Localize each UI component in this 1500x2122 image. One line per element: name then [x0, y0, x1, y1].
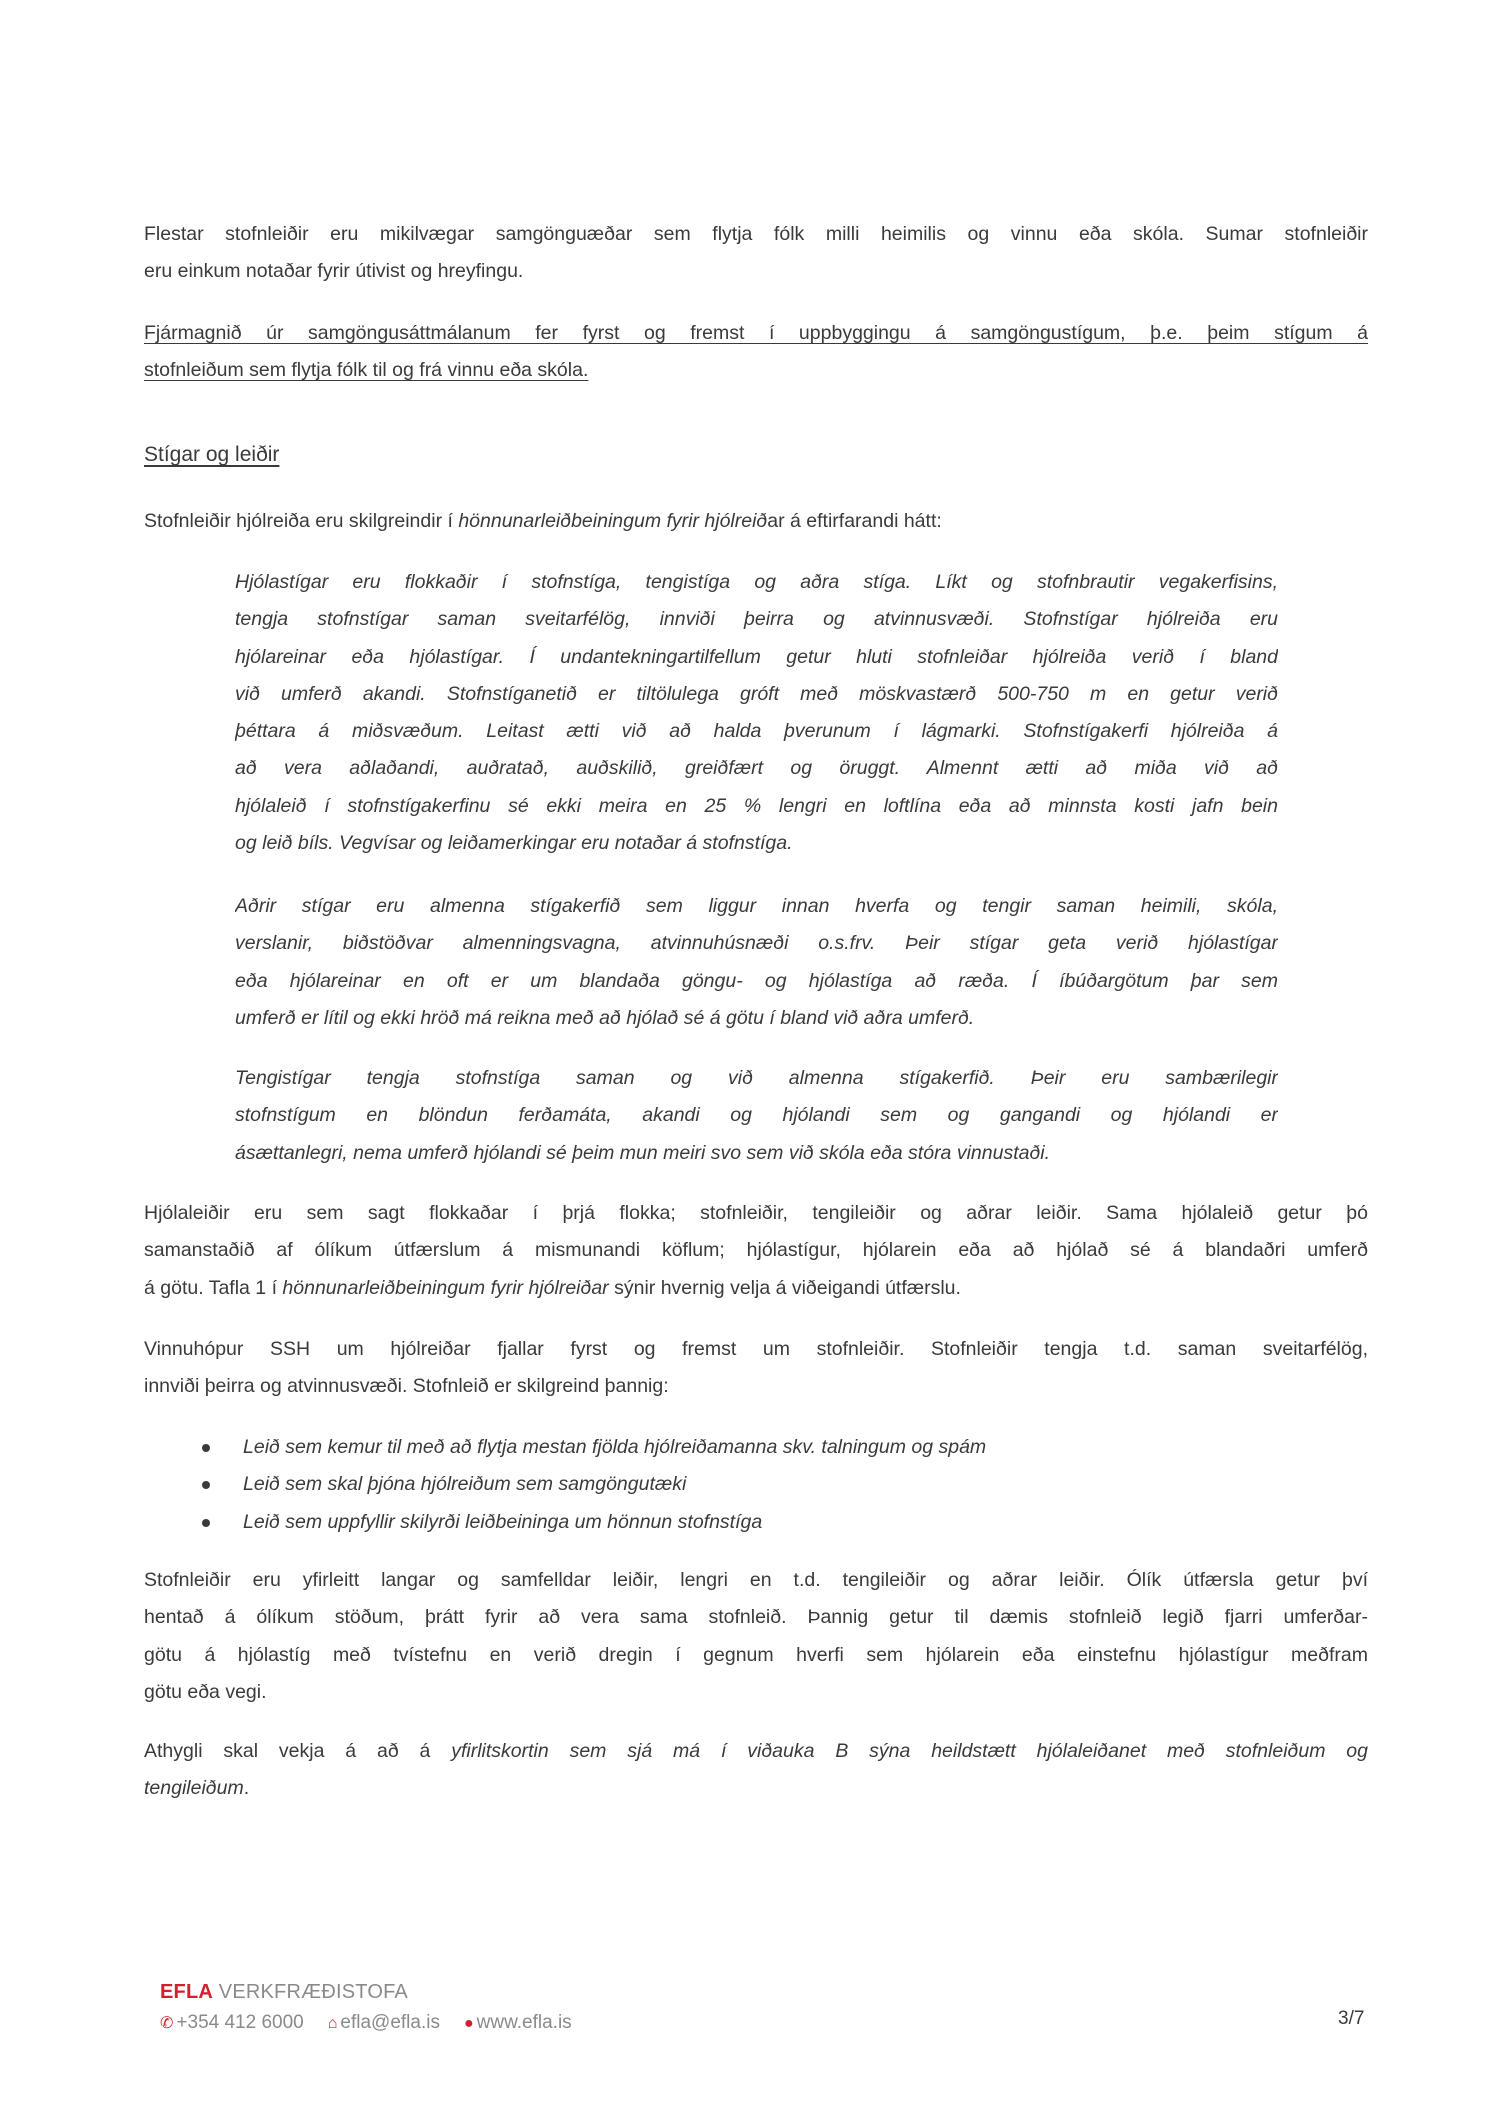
brand-name: EFLA: [160, 1981, 214, 2003]
italic-text: yfirlitskortin sem sjá má í viðauka B sýna heildstætt hjólaleiðanet með stofnleiðum og: [451, 1740, 1368, 1762]
text-line: [235, 1097, 1278, 1134]
italic-text: Hjólastígar eru flokkaðir í stofnstíga, tengistíga og aðra stíga. Líkt og stofnbrautir vegakerfisins,: [235, 571, 1278, 593]
italic-text: hönnunarleiðbeiningum fyrir hjólreið: [458, 510, 768, 532]
bullet-item: [243, 1429, 1343, 1466]
bullet-item: [243, 1466, 1343, 1503]
bullet-icon: [202, 1444, 210, 1452]
text-line: [144, 1270, 1368, 1307]
text: Flestar stofnleiðir eru mikilvægar samgönguæðar sem flytja fólk milli heimilis og vinnu eða skóla. Sumar stofnleiðir: [144, 223, 1368, 245]
text-line: [235, 963, 1278, 1000]
italic-text: hjólareinar eða hjólastígar. Í undantekningartilfellum getur hluti stofnleiðar hjólreiða verið í bland: [235, 645, 1278, 668]
intro-paragraph: [144, 216, 1368, 291]
email-text: efla@efla.is: [340, 2012, 440, 2033]
text: götu á hjólastíg með tvístefnu en verið dregin í gegnum hverfi sem hjólarein eða einstefnu hjólastígur meðfram: [144, 1643, 1368, 1666]
text-line: [144, 1637, 1368, 1674]
text: á götu. Tafla 1 í: [144, 1276, 283, 1299]
text: ar á eftirfarandi hátt:: [767, 510, 942, 532]
text-line: [144, 503, 1368, 540]
text: Vinnuhópur SSH um hjólreiðar fjallar fyrst og fremst um stofnleiðir. Stofnleiðir tengja t.d. saman sveitarfélög,: [144, 1338, 1368, 1360]
italic-text: tengileiðum: [144, 1777, 244, 1800]
categories-paragraph: [144, 1195, 1368, 1307]
text-line: [144, 436, 544, 473]
text-line: [144, 315, 1368, 352]
bullet-item: [243, 1504, 1343, 1541]
workgroup-paragraph: [144, 1331, 1368, 1406]
text-line: [144, 1232, 1368, 1269]
bullet-icon: [202, 1481, 210, 1489]
globe-icon: ●: [463, 2015, 474, 2032]
text: Stofnleiðir hjólreiða eru skilgreindir í: [144, 510, 459, 532]
company-name: VERKFRÆÐISTOFA: [218, 1981, 408, 2003]
phone-icon: ✆: [160, 2015, 174, 2032]
text-line: [144, 1562, 1368, 1599]
footer-email[interactable]: [328, 2012, 440, 2034]
italic-text: og leið bíls. Vegvísar og leiðamerkingar eru notaðar á stofnstíga.: [235, 832, 793, 855]
text-line: [235, 676, 1278, 713]
text: Stofnleiðir eru yfirleitt langar og samfelldar leiðir, lengri en t.d. tengileiðir og aðrar leiðir. Ólík útfærsla getur því: [144, 1569, 1368, 1591]
phone-text: +354 412 6000: [176, 2012, 304, 2033]
italic-text: ásættanlegri, nema umferð hjólandi sé þeim mun meiri svo sem við skóla eða stóra vinnustaði.: [235, 1141, 1051, 1164]
italic-text: eða hjólareinar en oft er um blandaða göngu- og hjólastíga að ræða. Í íbúðargötum þar sem: [235, 969, 1278, 992]
quote-stofnstigar: [235, 564, 1278, 862]
mail-icon: ⌂: [327, 2015, 338, 2032]
page-number: 3/7: [1338, 2008, 1365, 2029]
text-line: [235, 1000, 1278, 1037]
text-line: [235, 888, 1278, 925]
text-line: [144, 1674, 1368, 1711]
text-line: [144, 1368, 1368, 1405]
italic-text: verslanir, biðstöðvar almenningsvagna, atvinnuhúsnæði o.s.frv. Þeir stígar geta verið hjólastígar: [235, 932, 1278, 955]
text-line: [144, 253, 1368, 290]
text: Hjólaleiðir eru sem sagt flokkaðar í þrjá flokka; stofnleiðir, tengileiðir og aðrar leiðir. Sama hjólaleið getur þó: [144, 1202, 1368, 1224]
italic-text: þéttara á miðsvæðum. Leitast ætti við að halda þverunum í lágmarki. Stofnstígakerfi hjólreiða á: [235, 720, 1278, 743]
text-line: [144, 1331, 1368, 1368]
italic-text: hönnunarleiðbeiningum fyrir hjólreiðar: [282, 1276, 609, 1299]
text: Athygli skal vekja á að á: [144, 1740, 452, 1762]
funding-paragraph: [144, 315, 1368, 390]
bullet-text: Leið sem kemur til með að flytja mestan fjölda hjólreiðamanna skv. talningum og spám: [243, 1436, 987, 1458]
section-heading: [144, 436, 544, 473]
text-line: [144, 216, 1368, 253]
text: .: [243, 1777, 250, 1800]
text-line: [235, 1135, 1278, 1172]
bullet-text: Leið sem skal þjóna hjólreiðum sem samgöngutæki: [243, 1473, 687, 1496]
footer-phone[interactable]: [160, 2012, 304, 2034]
text: innviði þeirra og atvinnusvæði. Stofnleið er skilgreind þannig:: [144, 1375, 669, 1398]
text-line: [144, 352, 1368, 389]
definition-paragraph: [144, 503, 1368, 540]
text: hentað á ólíkum stöðum, þrátt fyrir að vera sama stofnleið. Þannig getur til dæmis stofnleið legið fjarri umferðar-: [144, 1606, 1368, 1629]
text-line: [235, 1060, 1278, 1097]
text: Fjármagnið úr samgöngusáttmálanum fer fyrst og fremst í uppbyggingu á samgöngustígum, þ.e. þeim stígum á: [144, 322, 1368, 344]
text-line: [144, 1733, 1368, 1770]
italic-text: hjólaleið í stofnstígakerfinu sé ekki meira en 25 % lengri en loftlína eða að minnsta kosti jafn bein: [235, 794, 1278, 817]
footer-contacts: [160, 2012, 572, 2034]
web-text: www.efla.is: [476, 2012, 572, 2033]
quote-tengistigar: [235, 1060, 1278, 1172]
text-line: [235, 788, 1278, 825]
italic-text: tengja stofnstígar saman sveitarfélög, innviði þeirra og atvinnusvæði. Stofnstígar hjólreiða eru: [235, 608, 1278, 631]
text-line: [235, 639, 1278, 676]
text-line: [144, 1195, 1368, 1232]
text: samanstaðið af ólíkum útfærslum á mismunandi köflum; hjólastígur, hjólarein eða að hjólað sé á blandaðri umferð: [144, 1239, 1368, 1262]
text: Stígar og leiðir: [144, 443, 280, 466]
text-line: [144, 1770, 1368, 1807]
text-line: [235, 825, 1278, 862]
text-line: [235, 750, 1278, 787]
italic-text: umferð er lítil og ekki hröð má reikna með að hjólað sé á götu í bland við aðra umferð.: [235, 1006, 975, 1029]
bullet-icon: [202, 1519, 210, 1527]
italic-text: Aðrir stígar eru almenna stígakerfið sem liggur innan hverfa og tengir saman heimili, skóla,: [235, 895, 1278, 917]
text-line: [235, 564, 1278, 601]
text: sýnir hvernig velja á viðeigandi útfærslu.: [608, 1276, 961, 1299]
definition-bullet-list: [243, 1429, 1343, 1541]
italic-text: við umferð akandi. Stofnstíganetið er tiltölulega gróft með möskvastærð 500-750 m en getur verið: [235, 682, 1278, 705]
quote-adrir-stigar: [235, 888, 1278, 1037]
text-line: [144, 1599, 1368, 1636]
design-paragraph: [144, 1562, 1368, 1711]
italic-text: að vera aðlaðandi, auðratað, auðskilið, greiðfært og öruggt. Almennt ætti að miða við að: [235, 757, 1278, 780]
text: eru einkum notaðar fyrir útivist og hreyfingu.: [144, 260, 524, 283]
text-line: [235, 713, 1278, 750]
italic-text: Tengistígar tengja stofnstíga saman og við almenna stígakerfið. Þeir eru sambærilegir: [235, 1067, 1278, 1089]
footer-logo: [160, 1981, 408, 2004]
text-line: [235, 925, 1278, 962]
text: stofnleiðum sem flytja fólk til og frá vinnu eða skóla.: [144, 359, 589, 382]
italic-text: stofnstígum en blöndun ferðamáta, akandi og hjólandi sem og gangandi og hjólandi er: [235, 1104, 1278, 1127]
bullet-text: Leið sem uppfyllir skilyrði leiðbeininga um hönnun stofnstíga: [243, 1510, 763, 1533]
text-line: [235, 601, 1278, 638]
text: götu eða vegi.: [144, 1680, 267, 1703]
attention-paragraph: [144, 1733, 1368, 1808]
footer-web[interactable]: [464, 2012, 572, 2034]
